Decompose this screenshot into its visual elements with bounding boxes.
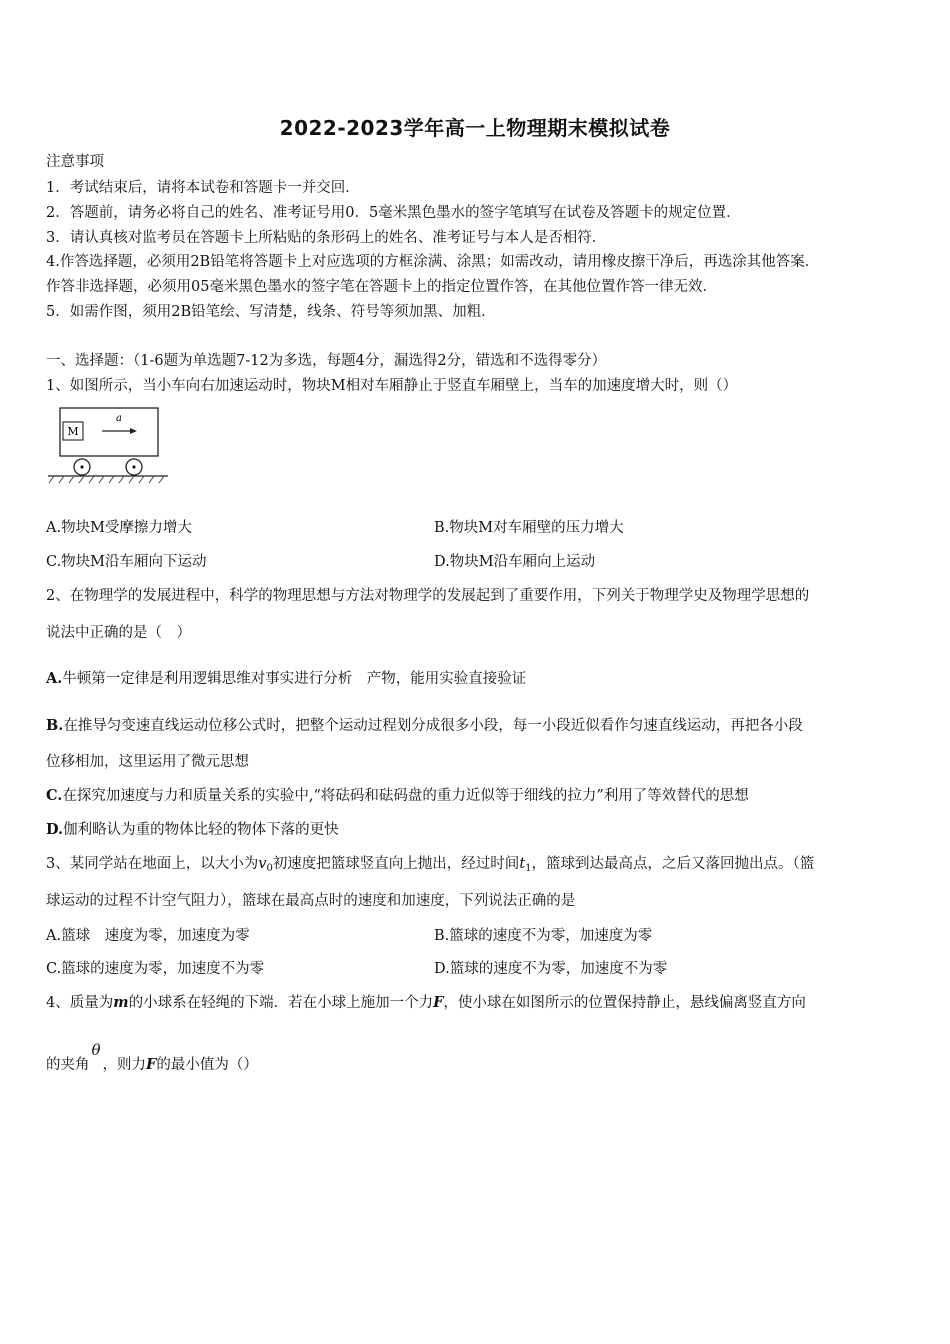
notice-item-2: 2．答题前，请务必将自己的姓名、准考证号用0．5毫米黑色墨水的签字笔填写在试卷及答题卡的规定位置． — [46, 205, 741, 221]
mass-symbol: m — [113, 994, 129, 1011]
q4-stem-line-2: 的夹角θ，则力F的最小值为（） — [46, 1041, 258, 1073]
q2-option-b-line-1: B.在推导匀变速直线运动位移公式时，把整个运动过程划分成很多小段，每一小段近似看作匀速直线运动，再把各小段 — [46, 717, 803, 734]
q1-option-b: B.物块M对车厢壁的压力增大 — [434, 520, 624, 536]
notice-item-1: 1．考试结束后，请将本试卷和答题卡一并交回． — [46, 180, 360, 196]
q2-option-b-line-2: 位移相加，这里运用了微元思想 — [46, 754, 249, 770]
q1-cart-figure — [44, 404, 174, 486]
q4-stem-line-1: 4、质量为m的小球系在轻绳的下端．若在小球上施加一个力F，使小球在如图所示的位置保持静止，悬线偏离竖直方向 — [46, 994, 806, 1011]
q1-stem: 1、如图所示，当小车向右加速运动时，物块M相对车厢静止于竖直车厢壁上，当车的加速度增大时，则（） — [46, 378, 738, 394]
q3-stem-line-1: 3、某同学站在地面上，以大小为$v_0$初速度把篮球竖直向上抛出，经过时间$t_1$，篮球到达最高点，之后又落回抛出点。（篮 — [46, 856, 815, 874]
q1-option-a: A.物块M受摩擦力增大 — [46, 520, 192, 536]
page-title: 2022-2023学年高一上物理期末模拟试卷 — [279, 116, 671, 140]
v0-symbol: v — [258, 856, 267, 872]
notice-item-3: 3．请认真核对监考员在答题卡上所粘贴的条形码上的姓名、准考证号与本人是否相符． — [46, 230, 607, 246]
q2-option-d: D.伽利略认为重的物体比轻的物体下落的更快 — [46, 821, 339, 838]
q3-option-d: D.篮球的速度不为零，加速度不为零 — [434, 961, 668, 977]
notice-item-4: 4.作答选择题，必须用2B铅笔将答题卡上对应选项的方框涂满、涂黑；如需改动，请用橡皮擦干净后，再选涂其他答案． — [46, 254, 820, 270]
q2-option-a: A.牛顿第一定律是利用逻辑思维对事实进行分析 产物，能用实验直接验证 — [46, 670, 527, 687]
t1-symbol: t — [519, 856, 526, 872]
q1-option-c: C.物块M沿车厢向下运动 — [46, 554, 207, 570]
notice-heading: 注意事项 — [46, 154, 104, 170]
q2-option-c: C.在探究加速度与力和质量关系的实验中,“将砝码和砝码盘的重力近似等于细线的拉力”利用了等效替代的思想 — [46, 787, 749, 804]
q3-option-c: C.篮球的速度为零，加速度不为零 — [46, 961, 265, 977]
ground-hatch — [49, 476, 164, 483]
q1-option-d: D.物块M沿车厢向上运动 — [434, 554, 596, 570]
notice-item-4-cont: 作答非选择题，必须用05毫米黑色墨水的签字笔在答题卡上的指定位置作答，在其他位置作答一律无效． — [46, 279, 717, 295]
block-m-label: M — [67, 425, 79, 438]
acceleration-label: a — [116, 413, 122, 424]
q2-stem-line-1: 2、在物理学的发展进程中，科学的物理思想与方法对物理学的发展起到了重要作用，下列关于物理学史及物理学思想的 — [46, 588, 810, 604]
notice-item-5: 5．如需作图，须用2B铅笔绘、写清楚，线条、符号等须加黑、加粗． — [46, 304, 496, 320]
section-heading: 一、选择题：（1-6题为单选题7-12为多选，每题4分，漏选得2分，错选和不选得零分） — [46, 353, 607, 369]
arrow-head-icon — [130, 428, 137, 434]
q3-option-b: B.篮球的速度不为零，加速度为零 — [434, 928, 653, 944]
q2-stem-line-2: 说法中正确的是（ ） — [46, 625, 191, 641]
q3-option-a: A.篮球 速度为零，加速度为零 — [46, 928, 250, 944]
force-symbol: F — [433, 994, 444, 1011]
q3-stem-line-2: 球运动的过程不计空气阻力），篮球在最高点时的速度和加速度，下列说法正确的是 — [46, 893, 576, 909]
theta-symbol: θ — [91, 1041, 101, 1059]
